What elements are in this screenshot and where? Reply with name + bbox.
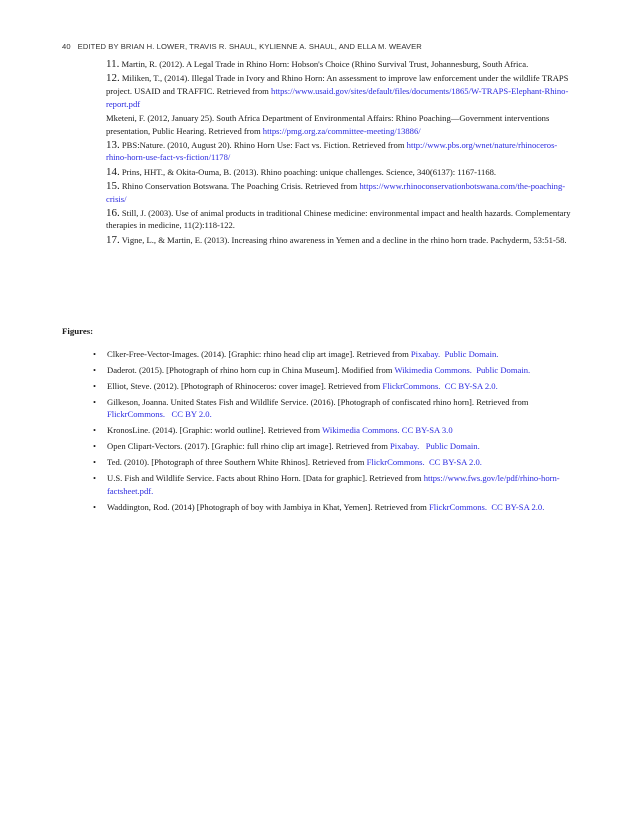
figure-license-link[interactable]: Public Domain. <box>476 364 531 375</box>
reference-item <box>106 207 572 232</box>
figure-source-link[interactable]: FlickrCommons. <box>107 409 166 420</box>
figure-license-link[interactable]: CC BY-SA 2.0. <box>428 457 482 468</box>
figure-credit-text: Elliot, Steve. (2012). [Photograph of Rhinoceros: cover image]. Retrieved from <box>107 380 383 391</box>
figure-license-link[interactable]: Public Domain. <box>425 441 480 452</box>
figure-license-link[interactable]: CC BY-SA 2.0. <box>491 501 545 512</box>
reference-item <box>106 58 572 71</box>
figure-license-link[interactable]: CC BY-SA 3.0 <box>401 425 453 436</box>
reference-number: 13. <box>106 138 120 151</box>
figure-source-link[interactable]: https://www.fws.gov/le/pdf/rhino-horn-factsheet.pdf. <box>107 472 560 496</box>
reference-text: Still, J. (2003). Use of animal products in traditional Chinese medicine: environmental impact and health hazards. Complementary therapies in medicine, 11(2):118-122. <box>106 207 571 231</box>
reference-text: PBS:Nature. (2010, August 20). Rhino Horn Use: Fact vs. Fiction. Retrieved from <box>119 139 407 150</box>
figure-credit-item <box>93 396 573 421</box>
figures-heading: Figures: <box>62 326 94 336</box>
running-head <box>62 42 422 51</box>
figure-source-link[interactable]: Pixabay. <box>390 441 420 452</box>
references-list <box>106 58 572 248</box>
figure-credit-text: KronosLine. (2014). [Graphic: world outline]. Retrieved from <box>107 425 323 436</box>
bullet-icon: • <box>93 501 97 512</box>
figure-source-link[interactable]: Wikimedia Commons. <box>394 364 472 375</box>
bullet-icon: • <box>93 425 97 436</box>
figures-list <box>93 348 573 516</box>
figure-credit-text: Gilkeson, Joanna. United States Fish and Wildlife Service. (2016). [Photograph of confiscated rhino horn]. Retrieved from <box>107 396 529 407</box>
reference-number: 12. <box>106 72 120 85</box>
reference-number: 17. <box>106 233 120 246</box>
reference-link[interactable]: https://www.rhinoconservationbotswana.com/the-poaching-crisis/ <box>106 180 566 204</box>
figure-credit-text: U.S. Fish and Wildlife Service. Facts about Rhino Horn. [Data for graphic]. Retrieved from <box>107 472 424 483</box>
figure-credit-item <box>93 348 573 361</box>
figure-source-link[interactable]: Pixabay. <box>410 349 441 359</box>
figure-credit-text: Clker-Free-Vector-Images. (2014). [Graphic: rhino head clip art image]. Retrieved from <box>107 349 411 359</box>
reference-number: 11. <box>106 58 120 70</box>
bullet-icon: • <box>93 472 97 483</box>
figure-license-link[interactable]: CC BY 2.0. <box>171 409 212 420</box>
reference-text: Vigne, L., & Martin, E. (2013). Increasing rhino awareness in Yemen and a decline in the rhino horn trade. Pachyderm, 53:51-58. <box>119 234 567 245</box>
reference-number: 14. <box>106 165 120 178</box>
bullet-icon: • <box>93 396 97 407</box>
figure-source-link[interactable]: FlickrCommons. <box>429 501 488 512</box>
reference-text: Mketeni, F. (2012, January 25). South Africa Department of Environmental Affairs: Rhino Poaching—Government interventions presentation, Public Hearing. Retrieved from <box>106 112 550 136</box>
reference-text: Martin, R. (2012). A Legal Trade in Rhino Horn: Hobson's Choice (Rhino Survival Trust, Johannesburg, South Africa. <box>119 59 529 69</box>
bullet-icon: • <box>93 457 97 468</box>
figure-credit-item <box>93 472 573 497</box>
page-number: 40 <box>62 42 71 51</box>
reference-text: Prins, HHT., & Okita-Ouma, B. (2013). Rhino poaching: unique challenges. Science, 340(6137): 1167-1168. <box>119 166 497 177</box>
figure-credit-item <box>93 364 573 377</box>
figure-credit-text: Daderot. (2015). [Photograph of rhino horn cup in China Museum]. Modified from <box>107 364 395 375</box>
figure-credit-text: Open Clipart-Vectors. (2017). [Graphic: full rhino clip art image]. Retrieved from <box>107 441 391 452</box>
figure-credit-item <box>93 424 573 437</box>
figure-source-link[interactable]: FlickrCommons. <box>366 457 425 468</box>
reference-link[interactable]: https://www.usaid.gov/sites/default/files/documents/1865/W-TRAPS-Elephant-Rhino-report.pdf <box>106 85 569 109</box>
reference-item <box>106 112 572 137</box>
figure-credit-text: Waddington, Rod. (2014) [Photograph of boy with Jambiya in Khat, Yemen]. Retrieved from <box>107 501 430 512</box>
bullet-icon: • <box>93 441 97 452</box>
bullet-icon: • <box>93 349 97 359</box>
bullet-icon: • <box>93 364 97 375</box>
figure-credit-item <box>93 456 573 469</box>
reference-item <box>106 180 572 205</box>
figure-license-link[interactable]: CC BY-SA 2.0. <box>444 380 498 391</box>
figure-credit-item <box>93 380 573 393</box>
reference-item <box>106 234 572 247</box>
reference-number: 16. <box>106 206 120 219</box>
bullet-icon: • <box>93 380 97 391</box>
reference-text: Rhino Conservation Botswana. The Poaching Crisis. Retrieved from <box>119 180 360 191</box>
reference-item <box>106 72 572 110</box>
reference-item <box>106 166 572 179</box>
figure-source-link[interactable]: Wikimedia Commons. <box>322 425 400 436</box>
reference-link[interactable]: http://www.pbs.org/wnet/nature/rhinoceros-rhino-horn-use-fact-vs-fiction/1178/ <box>106 139 558 163</box>
figure-credit-item <box>93 501 573 514</box>
reference-number: 15. <box>106 179 120 192</box>
figure-credit-item <box>93 440 573 453</box>
reference-text: Miliken, T., (2014). Illegal Trade in Ivory and Rhino Horn: An assessment to improve law enforcement under the wildlife TRAPS project. USAID and TRAFFIC. Retrieved from <box>106 73 569 96</box>
figure-license-link[interactable]: Public Domain. <box>444 349 499 359</box>
figure-source-link[interactable]: FlickrCommons. <box>382 380 441 391</box>
reference-link[interactable]: https://pmg.org.za/committee-meeting/13886/ <box>262 125 421 136</box>
figure-credit-text: Ted. (2010). [Photograph of three Southern White Rhinos]. Retrieved from <box>107 457 367 468</box>
running-head-text: EDITED BY BRIAN H. LOWER, TRAVIS R. SHAUL, KYLIENNE A. SHAUL, AND ELLA M. WEAVER <box>77 42 422 51</box>
reference-item <box>106 139 572 164</box>
